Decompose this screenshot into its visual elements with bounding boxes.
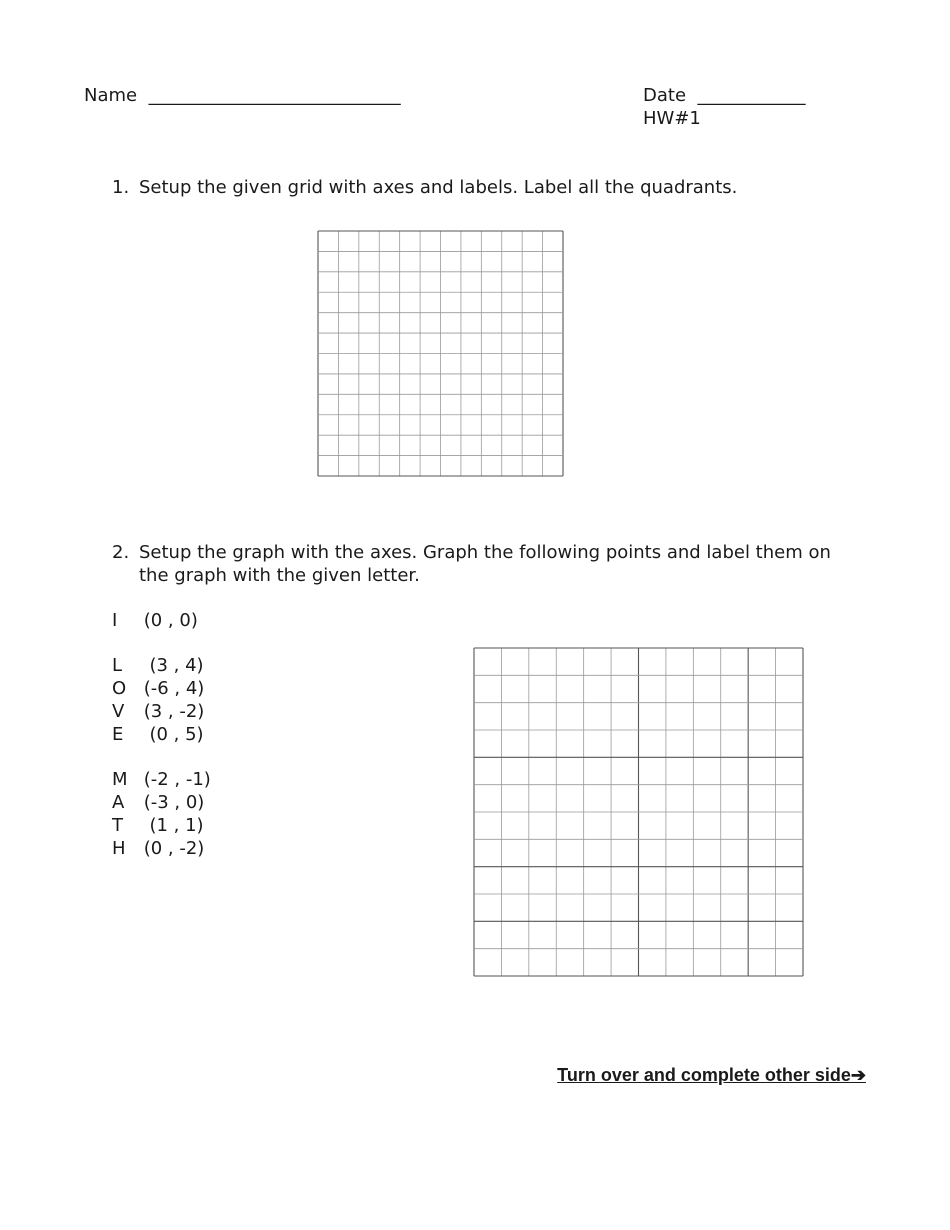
point-row: [112, 700, 211, 723]
point-row: [112, 609, 211, 632]
point-row: [112, 791, 211, 814]
point-letter: I: [112, 610, 118, 631]
date-field[interactable]: [643, 84, 805, 107]
point-row: [112, 654, 211, 677]
question-1-number: 1.: [112, 177, 130, 198]
point-coords: (-3 , 0): [138, 792, 205, 813]
date-blank[interactable]: ____________: [697, 85, 806, 106]
arrow-right-icon: ➔: [850, 1065, 866, 1085]
point-coords: (3 , 4): [138, 655, 204, 676]
coordinate-grid-2[interactable]: [474, 648, 803, 976]
point-coords: (-2 , -1): [138, 769, 211, 790]
turn-over-note: [557, 1064, 866, 1087]
point-coords: (0 , 0): [138, 610, 198, 631]
point-letter: H: [112, 838, 126, 859]
question-2-number: 2.: [112, 542, 130, 563]
point-letter: E: [112, 724, 124, 745]
name-blank[interactable]: ____________________________: [148, 85, 401, 106]
point-letter: L: [112, 655, 123, 676]
point-row: [112, 723, 211, 746]
point-letter: V: [112, 701, 125, 722]
point-coords: (1 , 1): [138, 815, 204, 836]
hw-label: HW#1: [643, 108, 701, 129]
point-row: [112, 837, 211, 860]
name-label: Name: [84, 85, 138, 106]
coordinate-grid-1[interactable]: [318, 231, 563, 476]
grid-2-lines: [474, 648, 803, 976]
point-letter: A: [112, 792, 125, 813]
date-label: Date: [643, 85, 687, 106]
point-letter: M: [112, 769, 128, 790]
point-letter: T: [112, 815, 123, 836]
points-list: [112, 609, 211, 860]
turn-over-text: Turn over and complete other side: [557, 1065, 851, 1085]
grid-1-lines: [318, 231, 563, 476]
question-2-text: Setup the graph with the axes. Graph the following points and label them on the graph with the given letter.: [139, 542, 831, 586]
point-letter: O: [112, 678, 127, 699]
point-coords: (-6 , 4): [138, 678, 205, 699]
point-row: [112, 677, 211, 700]
point-row: [112, 814, 211, 837]
point-coords: (0 , 5): [138, 724, 204, 745]
name-field[interactable]: [84, 84, 401, 107]
point-coords: (0 , -2): [138, 838, 205, 859]
point-row: [112, 768, 211, 791]
question-1-text: Setup the given grid with axes and labels. Label all the quadrants.: [139, 177, 738, 198]
point-coords: (3 , -2): [138, 701, 205, 722]
